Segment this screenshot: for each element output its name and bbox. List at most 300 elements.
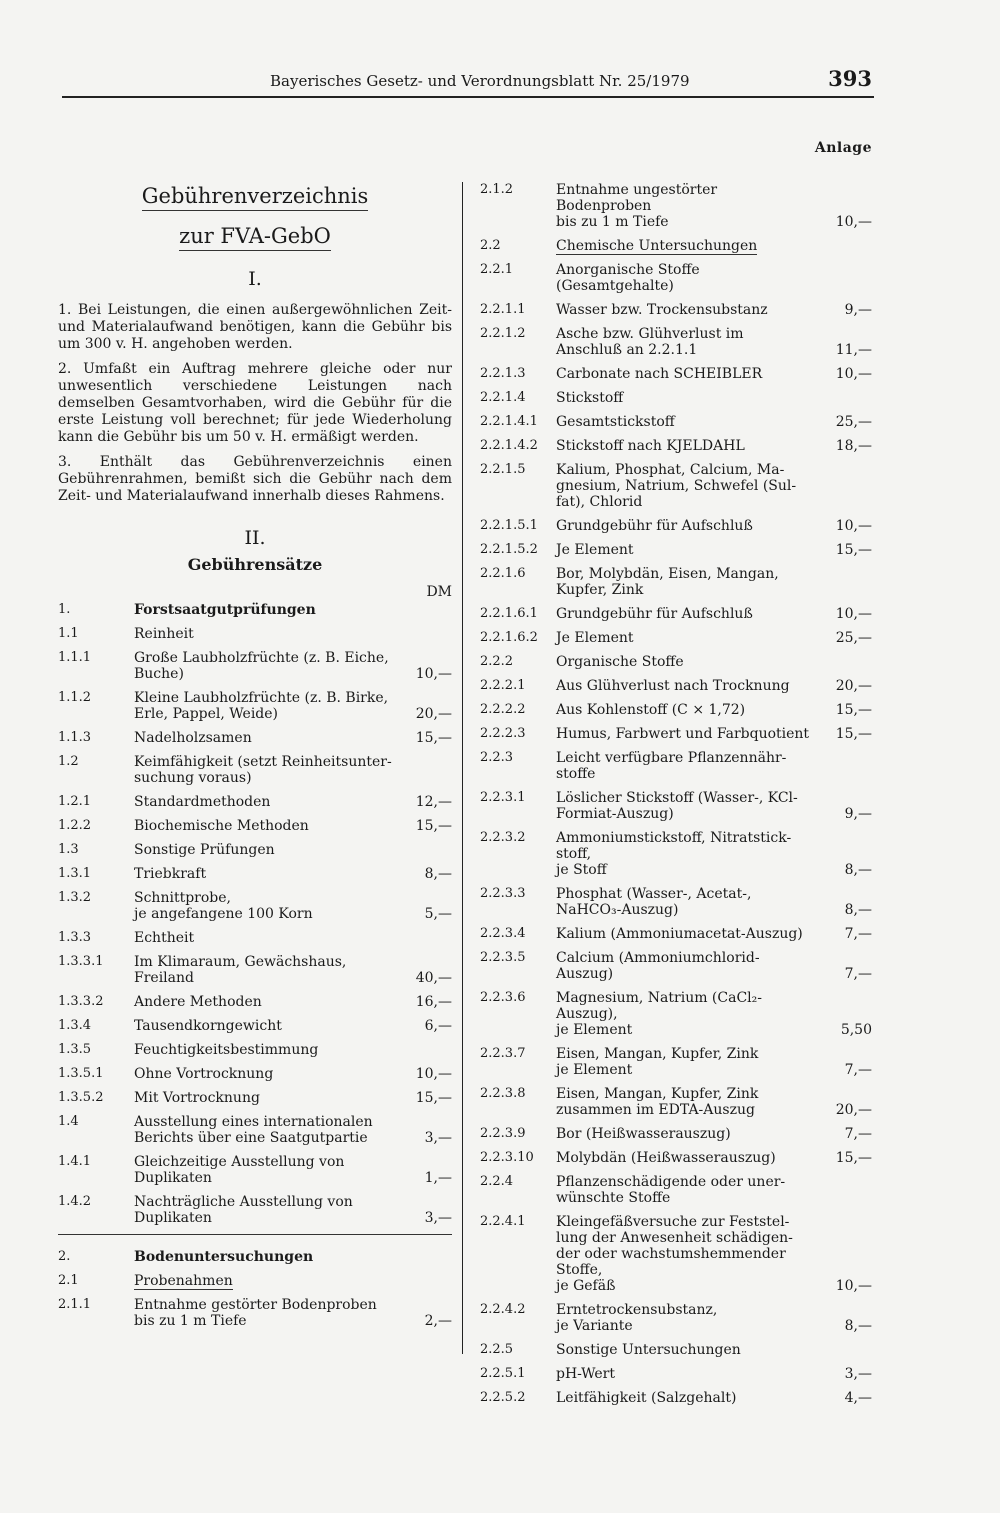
fee-description	[556, 790, 816, 822]
fee-row	[480, 702, 872, 718]
fee-row	[58, 730, 452, 746]
fee-description	[556, 990, 816, 1038]
fee-amount: 10,—	[415, 1066, 452, 1082]
fee-description-text: Gesamtstickstoff	[556, 414, 675, 430]
fee-row	[480, 518, 872, 534]
fee-code: 2.1	[58, 1273, 79, 1288]
fee-description	[556, 1366, 816, 1382]
fee-description-text: Kalium (Ammoniumacetat-Auszug)	[556, 926, 803, 942]
fee-code: 2.2.5.2	[480, 1390, 526, 1405]
fee-description-text: Löslicher Stickstoff (Wasser-, KCl- Formiat-Auszug)	[556, 790, 798, 822]
fee-description	[134, 602, 396, 618]
fee-row	[58, 1297, 452, 1329]
fee-row	[480, 1342, 872, 1358]
fee-description	[134, 650, 396, 682]
fee-description	[556, 926, 816, 942]
fee-description	[556, 302, 816, 318]
fee-description	[134, 1042, 396, 1058]
fee-row	[480, 654, 872, 670]
fee-code: 1.3.5.1	[58, 1066, 104, 1081]
fee-code: 2.2.2.3	[480, 726, 526, 741]
fee-description-text: Calcium (Ammoniumchlorid- Auszug)	[556, 950, 760, 982]
fee-row	[480, 1174, 872, 1206]
fee-row	[58, 1114, 452, 1146]
fee-code: 1.4	[58, 1114, 79, 1129]
fee-amount: 5,—	[424, 906, 452, 922]
fee-description-text: Leicht verfügbare Pflanzennähr- stoffe	[556, 750, 787, 782]
fee-code: 1.3.1	[58, 866, 92, 881]
fee-code: 1.2.1	[58, 794, 92, 809]
fee-row	[480, 566, 872, 598]
fee-row	[58, 842, 452, 858]
fee-row	[480, 790, 872, 822]
fee-row	[58, 1273, 452, 1289]
fee-description-text: Entnahme ungestörter Bodenproben bis zu 1 m Tiefe	[556, 182, 718, 230]
fee-code: 2.2.1.1	[480, 302, 526, 317]
fee-description-text: Biochemische Methoden	[134, 818, 309, 834]
fee-description	[134, 626, 396, 642]
fee-description	[556, 518, 816, 534]
fee-row	[480, 950, 872, 982]
fee-code: 2.2.4	[480, 1174, 514, 1189]
fee-code: 2.2.1.5.2	[480, 542, 538, 557]
running-header: Bayerisches Gesetz- und Verordnungsblatt Nr. 25/1979	[270, 72, 690, 90]
fee-row	[480, 1366, 872, 1382]
fee-code: 1.1	[58, 626, 79, 641]
fee-description	[134, 794, 396, 810]
fee-description	[556, 606, 816, 622]
fee-description	[556, 1150, 816, 1166]
fee-description-text: Asche bzw. Glühverlust im Anschluß an 2.2.1.1	[556, 326, 744, 358]
fee-code: 2.2.3.10	[480, 1150, 534, 1165]
fee-code: 2.2.2.1	[480, 678, 526, 693]
fee-row	[480, 366, 872, 382]
fee-row	[58, 994, 452, 1010]
fee-amount: 7,—	[844, 926, 872, 942]
fee-row	[480, 830, 872, 878]
fee-code: 2.2.3.3	[480, 886, 526, 901]
fee-description-text: Nachträgliche Ausstellung von Duplikaten	[134, 1194, 353, 1226]
fee-description	[556, 886, 816, 918]
fee-description-text: Bor (Heißwasserauszug)	[556, 1126, 731, 1142]
fee-amount: 4,—	[844, 1390, 872, 1406]
fee-row	[480, 1126, 872, 1142]
fee-row	[58, 1042, 452, 1058]
fee-amount: 8,—	[844, 902, 872, 918]
fee-row	[58, 794, 452, 810]
fee-row	[480, 462, 872, 510]
fee-code: 2.2.4.1	[480, 1214, 526, 1229]
section-heading-2: II.	[244, 527, 266, 549]
fee-description	[556, 1214, 816, 1294]
fee-row	[480, 1150, 872, 1166]
fee-table-soil-start	[58, 1249, 452, 1329]
fee-description-text: Mit Vortrocknung	[134, 1090, 260, 1106]
fee-amount: 18,—	[835, 438, 872, 454]
fee-code: 1.2	[58, 754, 79, 769]
fee-row	[480, 726, 872, 742]
fee-description-text: Kleingefäßversuche zur Feststel- lung der Anwesenheit schädigen- der oder wachstumshemmender Stoffe, je Gefäß	[556, 1214, 793, 1294]
fee-row	[480, 238, 872, 254]
fee-row	[58, 1154, 452, 1186]
fee-row	[58, 754, 452, 786]
fee-description	[556, 1390, 816, 1406]
fee-amount: 20,—	[835, 678, 872, 694]
fee-description	[556, 238, 816, 254]
fee-code: 2.2.3.1	[480, 790, 526, 805]
fee-amount: 1,—	[424, 1170, 452, 1186]
fee-description	[134, 1090, 396, 1106]
fee-amount: 15,—	[415, 818, 452, 834]
fee-code: 2.	[58, 1249, 71, 1264]
rule-item: 1. Bei Leistungen, die einen außergewöhnlichen Zeit- und Materialaufwand benötigen, kann die Gebühr bis um 300 v. H. angehoben werden.	[58, 302, 452, 352]
fee-description	[134, 890, 396, 922]
fee-amount: 11,—	[835, 342, 872, 358]
fee-description	[134, 818, 396, 834]
fee-amount: 3,—	[844, 1366, 872, 1382]
fee-code: 2.2.1.4.1	[480, 414, 538, 429]
fee-amount: 2,—	[424, 1313, 452, 1329]
fee-amount: 7,—	[844, 1062, 872, 1078]
fee-row	[480, 990, 872, 1038]
fee-description-text: Große Laubholzfrüchte (z. B. Eiche, Buche)	[134, 650, 389, 682]
fee-amount: 5,50	[840, 1022, 872, 1038]
fee-code: 1.3.2	[58, 890, 92, 905]
fee-amount: 9,—	[844, 302, 872, 318]
fee-code: 1.1.2	[58, 690, 92, 705]
fee-amount: 15,—	[415, 1090, 452, 1106]
fee-description	[556, 1086, 816, 1118]
fee-row	[480, 326, 872, 358]
fee-row	[58, 602, 452, 618]
document-subtitle: zur FVA-GebO	[58, 224, 452, 248]
fee-row	[58, 1194, 452, 1226]
fee-row	[480, 630, 872, 646]
fee-amount: 10,—	[835, 366, 872, 382]
fee-code: 1.3.5.2	[58, 1090, 104, 1105]
section-separator	[58, 1234, 452, 1235]
fee-description-text: Bodenuntersuchungen	[134, 1249, 314, 1265]
fee-code: 1.4.2	[58, 1194, 92, 1209]
fee-description-text: Ammoniumstickstoff, Nitratstick- stoff, je Stoff	[556, 830, 792, 878]
fee-description	[134, 730, 396, 746]
fee-description-text: Anorganische Stoffe (Gesamtgehalte)	[556, 262, 700, 294]
fee-rates-heading: Gebührensätze	[187, 555, 323, 574]
fee-description	[134, 1066, 396, 1082]
fee-code: 1.1.3	[58, 730, 92, 745]
fee-description	[556, 326, 816, 358]
fee-code: 2.2.1.3	[480, 366, 526, 381]
fee-description	[134, 1018, 396, 1034]
section-heading-1: I.	[248, 268, 262, 290]
fee-amount: 40,—	[415, 970, 452, 986]
fee-code: 2.1.1	[58, 1297, 92, 1312]
fee-code: 2.2.3.8	[480, 1086, 526, 1101]
fee-description	[556, 950, 816, 982]
fee-description	[556, 366, 816, 382]
fee-description	[556, 830, 816, 878]
fee-amount: 10,—	[415, 666, 452, 682]
fee-table-soil	[480, 182, 872, 1406]
fee-description-text: Grundgebühr für Aufschluß	[556, 606, 753, 622]
fee-description-text: Eisen, Mangan, Kupfer, Zink je Element	[556, 1046, 759, 1078]
fee-amount: 10,—	[835, 518, 872, 534]
fee-code: 2.2.3.6	[480, 990, 526, 1005]
fee-description-text: Stickstoff nach KJELDAHL	[556, 438, 745, 454]
fee-description	[134, 754, 396, 786]
fee-description-text: Aus Glühverlust nach Trocknung	[556, 678, 790, 694]
fee-description	[556, 390, 816, 406]
fee-code: 1.3.3.2	[58, 994, 104, 1009]
fee-amount: 3,—	[424, 1130, 452, 1146]
fee-code: 2.2.5	[480, 1342, 514, 1357]
fee-description	[556, 1342, 816, 1358]
fee-table-forestry	[58, 602, 452, 1226]
fee-description-text: Feuchtigkeitsbestimmung	[134, 1042, 319, 1058]
fee-description	[134, 1114, 396, 1146]
fee-description	[556, 566, 816, 598]
fee-description-text: Sonstige Prüfungen	[134, 842, 275, 858]
fee-row	[480, 262, 872, 294]
fee-code: 2.2.3.5	[480, 950, 526, 965]
fee-row	[58, 650, 452, 682]
fee-amount: 15,—	[415, 730, 452, 746]
fee-amount: 6,—	[424, 1018, 452, 1034]
fee-row	[58, 690, 452, 722]
fee-description	[134, 930, 396, 946]
fee-row	[480, 438, 872, 454]
fee-description-text: Tausendkorngewicht	[134, 1018, 282, 1034]
fee-description	[134, 866, 396, 882]
fee-amount: 8,—	[844, 1318, 872, 1334]
fee-code: 2.2.2	[480, 654, 514, 669]
fee-amount: 3,—	[424, 1210, 452, 1226]
fee-description-text: Molybdän (Heißwasserauszug)	[556, 1150, 776, 1166]
fee-description-text: Entnahme gestörter Bodenproben bis zu 1 m Tiefe	[134, 1297, 377, 1329]
fee-row	[480, 542, 872, 558]
fee-description-text: Reinheit	[134, 626, 194, 642]
fee-row	[58, 1066, 452, 1082]
fee-description-text: Magnesium, Natrium (CaCl₂- Auszug), je Element	[556, 990, 762, 1038]
fee-amount: 15,—	[835, 702, 872, 718]
fee-code: 2.2.1.4.2	[480, 438, 538, 453]
fee-code: 2.2.1.6.2	[480, 630, 538, 645]
rule-item: 3. Enthält das Gebührenverzeichnis einen Gebührenrahmen, bemißt sich die Gebühr nach dem Zeit- und Materialaufwand innerhalb dieses Rahmens.	[58, 454, 452, 504]
fee-description-text: Pflanzenschädigende oder uner- wünschte Stoffe	[556, 1174, 786, 1206]
fee-code: 1.3.3	[58, 930, 92, 945]
fee-description-text: Keimfähigkeit (setzt Reinheitsunter- suchung voraus)	[134, 754, 392, 786]
fee-description	[134, 994, 396, 1010]
fee-row	[480, 1390, 872, 1406]
fee-amount: 15,—	[835, 542, 872, 558]
fee-description-text: Aus Kohlenstoff (C × 1,72)	[556, 702, 746, 718]
fee-code: 2.2.1	[480, 262, 514, 277]
fee-description	[134, 954, 396, 986]
fee-description-text: Echtheit	[134, 930, 195, 946]
fee-description-text: pH-Wert	[556, 1366, 615, 1382]
fee-description-text: Humus, Farbwert und Farbquotient	[556, 726, 810, 742]
fee-description-text: Erntetrockensubstanz, je Variante	[556, 1302, 718, 1334]
fee-amount: 7,—	[844, 966, 872, 982]
fee-code: 1.2.2	[58, 818, 92, 833]
fee-description-text: Sonstige Untersuchungen	[556, 1342, 741, 1358]
fee-amount: 9,—	[844, 806, 872, 822]
fee-description-text: Je Element	[556, 542, 634, 558]
fee-description-text: Grundgebühr für Aufschluß	[556, 518, 753, 534]
fee-description-text: Ausstellung eines internationalen Berichts über eine Saatgutpartie	[134, 1114, 373, 1146]
fee-code: 2.2	[480, 238, 501, 253]
fee-description	[134, 1249, 396, 1265]
fee-code: 2.2.3	[480, 750, 514, 765]
fee-amount: 8,—	[844, 862, 872, 878]
page-header	[62, 68, 874, 98]
fee-amount: 15,—	[835, 726, 872, 742]
fee-row	[58, 866, 452, 882]
fee-code: 1.3.4	[58, 1018, 92, 1033]
fee-description	[556, 1174, 816, 1206]
fee-amount: 20,—	[835, 1102, 872, 1118]
fee-code: 1.3	[58, 842, 79, 857]
fee-description	[556, 630, 816, 646]
fee-amount: 16,—	[415, 994, 452, 1010]
fee-code: 2.2.3.2	[480, 830, 526, 845]
fee-row	[480, 750, 872, 782]
fee-row	[480, 414, 872, 430]
fee-row	[480, 1046, 872, 1078]
fee-description	[556, 262, 816, 294]
fee-row	[480, 302, 872, 318]
fee-row	[480, 1302, 872, 1334]
fee-code: 2.2.1.2	[480, 326, 526, 341]
fee-row	[58, 818, 452, 834]
fee-row	[480, 926, 872, 942]
fee-description	[556, 414, 816, 430]
fee-row	[480, 182, 872, 230]
fee-description-text: Nadelholzsamen	[134, 730, 252, 746]
fee-amount: 8,—	[424, 866, 452, 882]
fee-amount: 7,—	[844, 1126, 872, 1142]
fee-row	[58, 1018, 452, 1034]
fee-description	[556, 750, 816, 782]
fee-code: 2.1.2	[480, 182, 514, 197]
annex-label: Anlage	[814, 140, 872, 156]
fee-description-text: Stickstoff	[556, 390, 624, 406]
fee-code: 1.3.3.1	[58, 954, 104, 969]
fee-row	[480, 1214, 872, 1294]
fee-description-text: Standardmethoden	[134, 794, 271, 810]
page-number: 393	[828, 66, 872, 91]
fee-description	[134, 842, 396, 858]
fee-description	[556, 1046, 816, 1078]
fee-row	[480, 886, 872, 918]
fee-description	[134, 690, 396, 722]
fee-description	[556, 678, 816, 694]
fee-code: 2.2.4.2	[480, 1302, 526, 1317]
left-column	[58, 182, 452, 1337]
fee-description	[556, 438, 816, 454]
fee-amount: 12,—	[415, 794, 452, 810]
fee-description-text: Andere Methoden	[134, 994, 262, 1010]
fee-description-text: Kalium, Phosphat, Calcium, Ma- gnesium, Natrium, Schwefel (Sul- fat), Chlorid	[556, 462, 797, 510]
fee-description	[134, 1273, 396, 1289]
fee-description-text: Probenahmen	[134, 1273, 233, 1289]
fee-description-text: Schnittprobe, je angefangene 100 Korn	[134, 890, 313, 922]
fee-amount: 10,—	[835, 214, 872, 230]
fee-description	[556, 1302, 816, 1334]
fee-description-text: Je Element	[556, 630, 634, 646]
fee-description	[556, 726, 816, 742]
currency-label: DM	[426, 584, 452, 600]
fee-code: 1.3.5	[58, 1042, 92, 1057]
fee-row	[58, 954, 452, 986]
fee-description	[134, 1154, 396, 1186]
fee-description-text: Organische Stoffe	[556, 654, 684, 670]
fee-code: 2.2.3.9	[480, 1126, 526, 1141]
fee-code: 2.2.3.7	[480, 1046, 526, 1061]
document-title: Gebührenverzeichnis	[58, 184, 452, 208]
fee-amount: 25,—	[835, 630, 872, 646]
fee-description-text: Forstsaatgutprüfungen	[134, 602, 316, 618]
fee-code: 2.2.3.4	[480, 926, 526, 941]
fee-description-text: Bor, Molybdän, Eisen, Mangan, Kupfer, Zink	[556, 566, 779, 598]
fee-code: 1.4.1	[58, 1154, 92, 1169]
fee-amount: 20,—	[415, 706, 452, 722]
fee-code: 2.2.1.4	[480, 390, 526, 405]
rule-item: 2. Umfaßt ein Auftrag mehrere gleiche oder nur unwesentlich verschiedene Leistungen nach demselben Gesamtvorhaben, wird die Gebühr für die erste Leistung voll berechnet; für jede Wiederholung kann die Gebühr bis um 50 v. H. ermäßigt werden.	[58, 361, 452, 445]
right-column	[480, 182, 872, 1414]
fee-code: 1.	[58, 602, 71, 617]
fee-description	[556, 462, 816, 510]
fee-code: 2.2.5.1	[480, 1366, 526, 1381]
fee-description-text: Leitfähigkeit (Salzgehalt)	[556, 1390, 737, 1406]
fee-row	[58, 1090, 452, 1106]
fee-description-text: Eisen, Mangan, Kupfer, Zink zusammen im EDTA-Auszug	[556, 1086, 759, 1118]
fee-description-text: Carbonate nach SCHEIBLER	[556, 366, 763, 382]
fee-description-text: Phosphat (Wasser-, Acetat-, NaHCO₃-Auszug)	[556, 886, 752, 918]
fee-row	[480, 678, 872, 694]
fee-description-text: Chemische Untersuchungen	[556, 238, 758, 254]
fee-description-text: Triebkraft	[134, 866, 207, 882]
fee-description-text: Gleichzeitige Ausstellung von Duplikaten	[134, 1154, 345, 1186]
fee-amount: 10,—	[835, 606, 872, 622]
fee-description	[556, 1126, 816, 1142]
fee-description-text: Kleine Laubholzfrüchte (z. B. Birke, Erle, Pappel, Weide)	[134, 690, 389, 722]
fee-code: 2.2.1.5.1	[480, 518, 538, 533]
fee-code: 2.2.1.6	[480, 566, 526, 581]
fee-description	[556, 702, 816, 718]
fee-code: 2.2.1.5	[480, 462, 526, 477]
fee-description	[556, 654, 816, 670]
column-divider	[462, 182, 463, 1354]
fee-row	[58, 1249, 452, 1265]
fee-code: 1.1.1	[58, 650, 92, 665]
fee-amount: 10,—	[835, 1278, 872, 1294]
fee-description-text: Wasser bzw. Trockensubstanz	[556, 302, 768, 318]
fee-row	[58, 626, 452, 642]
fee-row	[58, 930, 452, 946]
fee-description	[134, 1297, 396, 1329]
fee-amount: 15,—	[835, 1150, 872, 1166]
fee-row	[480, 606, 872, 622]
fee-description	[556, 182, 816, 230]
fee-description-text: Ohne Vortrocknung	[134, 1066, 274, 1082]
fee-row	[480, 390, 872, 406]
fee-amount: 25,—	[835, 414, 872, 430]
fee-code: 2.2.1.6.1	[480, 606, 538, 621]
general-rules-list	[58, 302, 452, 505]
fee-description-text: Im Klimaraum, Gewächshaus, Freiland	[134, 954, 347, 986]
fee-description	[556, 542, 816, 558]
